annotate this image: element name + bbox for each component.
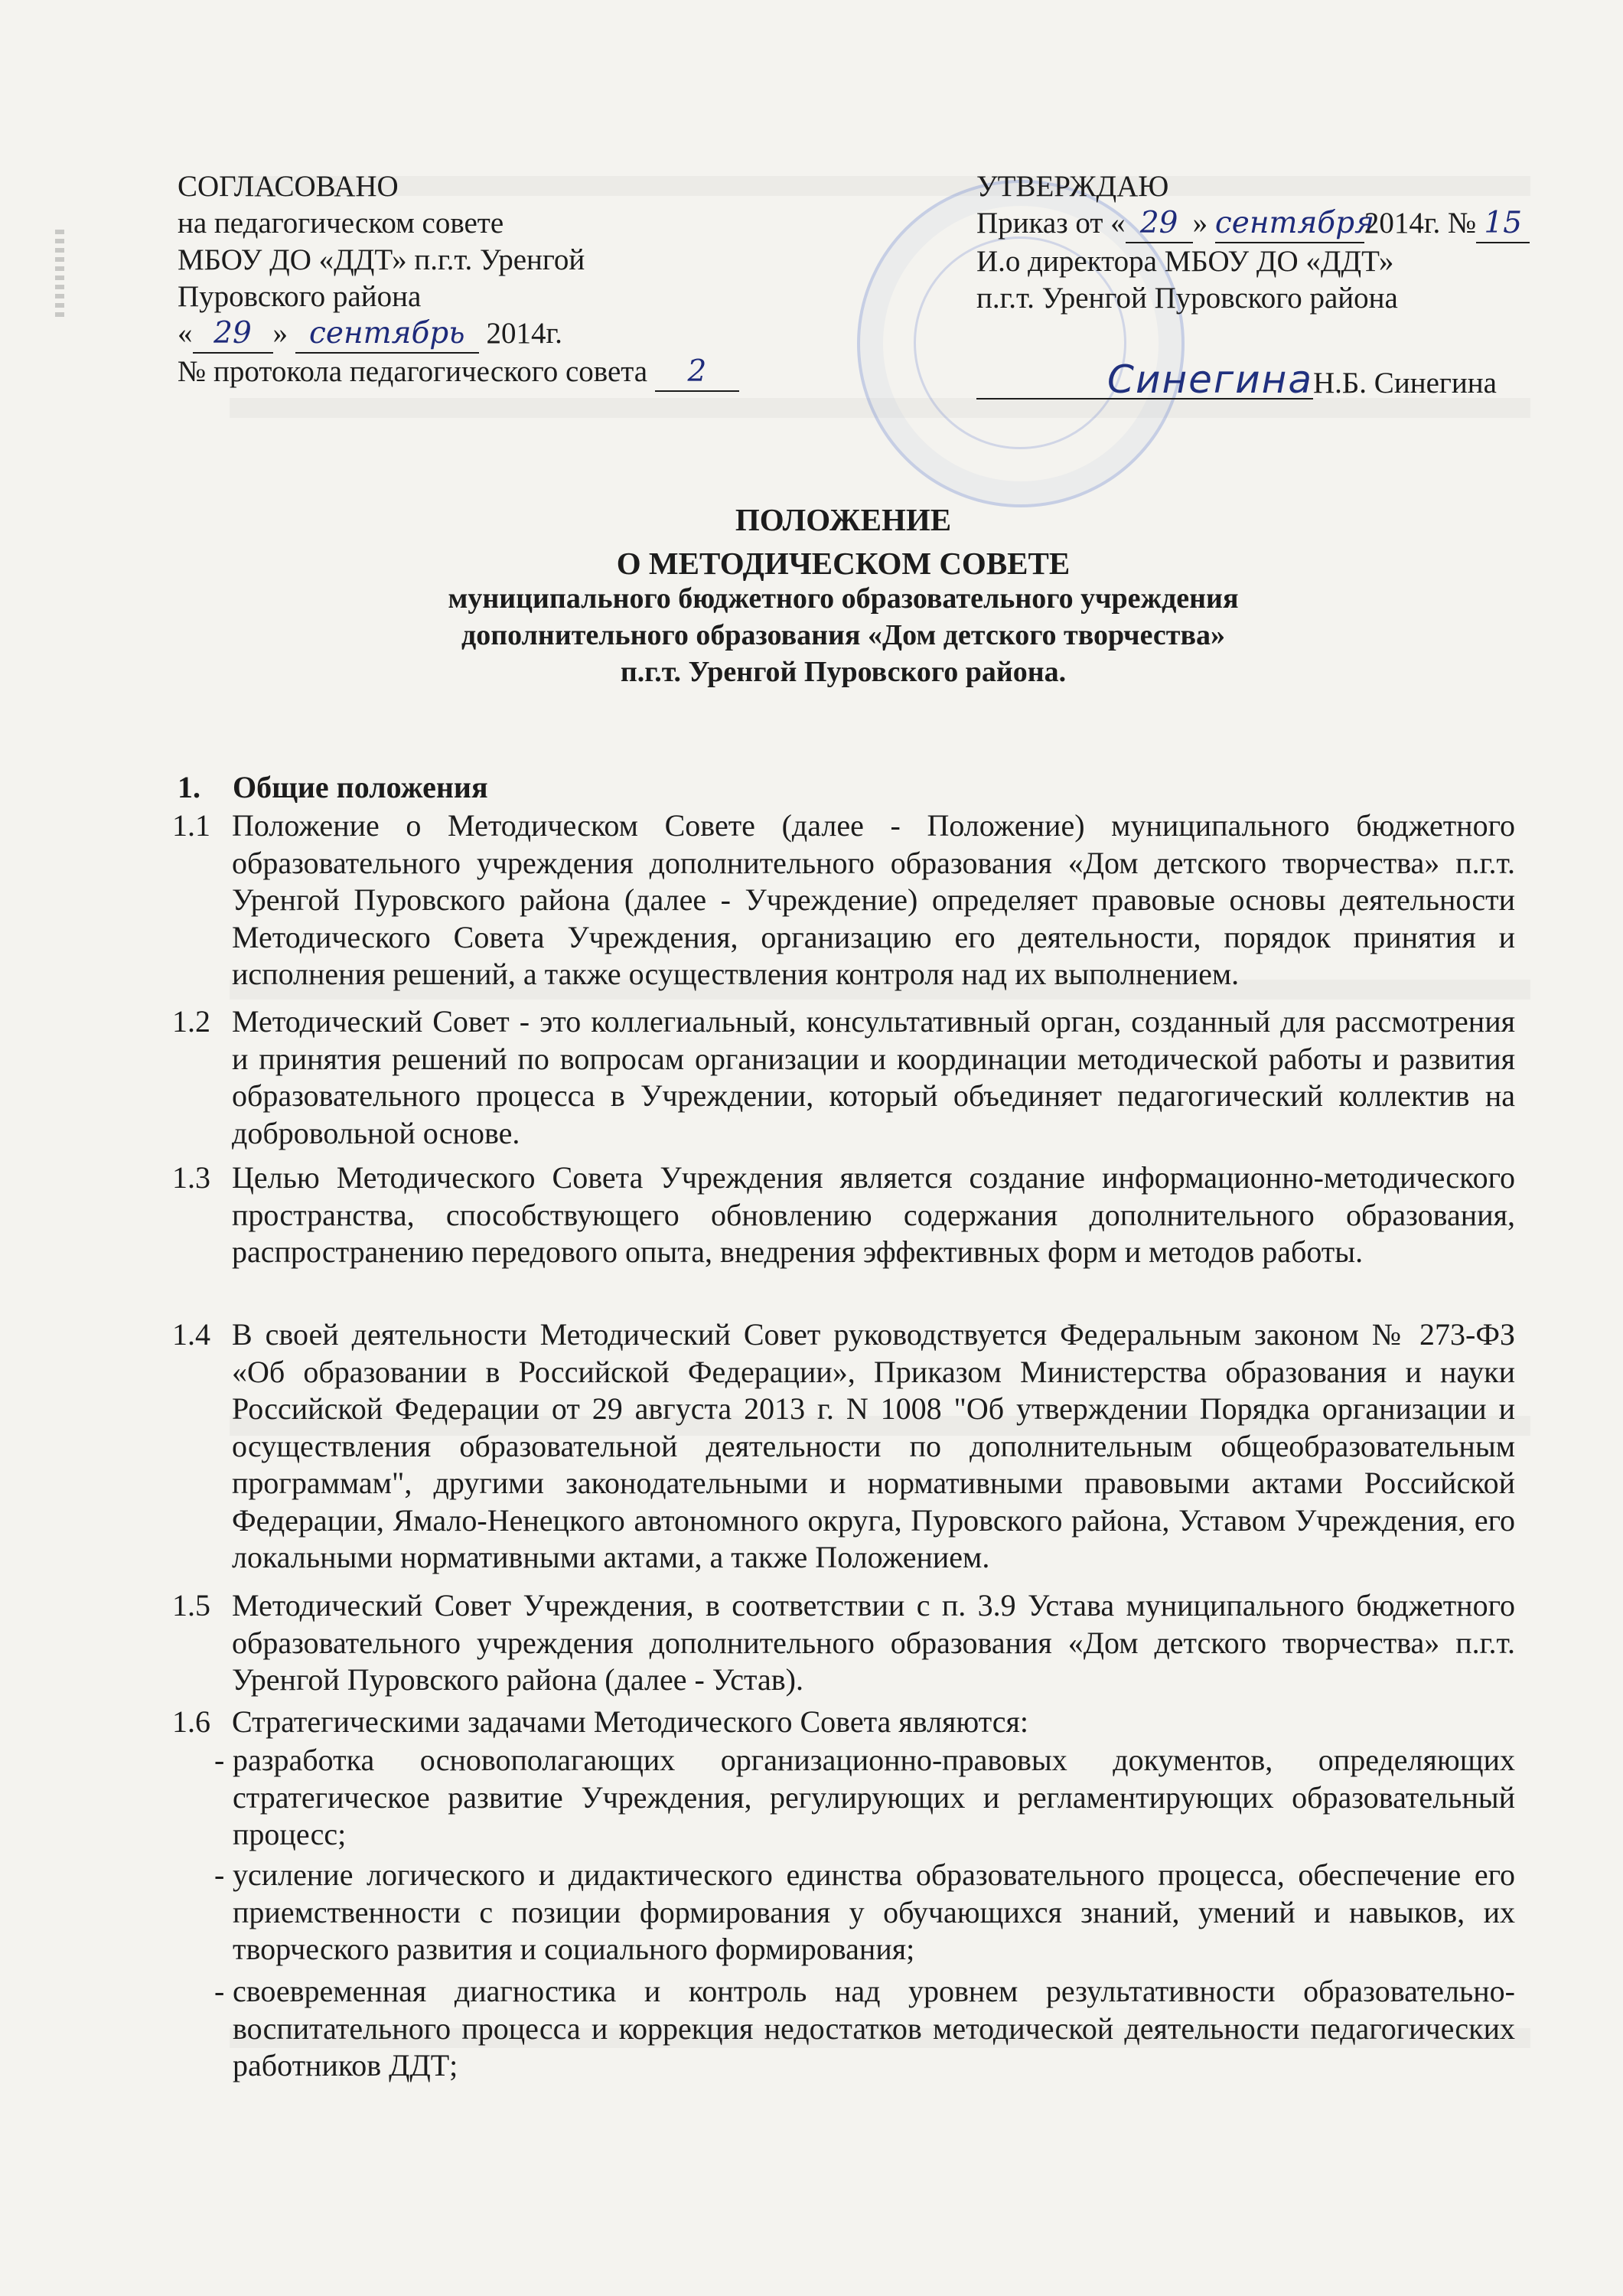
agreed-line-council: на педагогическом совете — [178, 207, 504, 240]
handwritten-day: 29 — [193, 315, 273, 354]
clause-1-6 — [172, 1704, 1515, 1741]
task-text: разработка основополагающих организационно-правовых документов, определяющих стратегическое развитие Учреждения, регулирующих и регламентирующих образовательный процесс; — [233, 1743, 1515, 1851]
doc-org-line1: муниципального бюджетного образовательного учреждения — [448, 582, 1239, 615]
date-open-quote: « — [178, 317, 193, 350]
doc-org-line2: дополнительного образования «Дом детского творчества» — [461, 619, 1225, 651]
handwritten-order-number: 15 — [1476, 205, 1530, 243]
approved-heading: УТВЕРЖДАЮ — [976, 170, 1169, 203]
doc-subtitle: О МЕТОДИЧЕСКОМ СОВЕТЕ — [616, 546, 1071, 581]
clause-number: 1.5 — [172, 1588, 210, 1623]
agreed-heading: СОГЛАСОВАНО — [178, 170, 399, 203]
clause-number: 1.1 — [172, 808, 210, 843]
approval-block-agreed — [178, 168, 836, 392]
clause-number: 1.4 — [172, 1317, 210, 1352]
task-item — [214, 1857, 1515, 1968]
task-text: своевременная диагностика и контроль над уровнем результативности образовательно-воспитательного процесса и коррекция недостатков методической деятельности педагогических работников ДДТ; — [233, 1974, 1515, 2082]
clause-text: Методический Совет - это коллегиальный, консультативный орган, созданный для рассмотрения и принятия решений по вопросам организации и координации методической работы и развития образовательного процесса в Учреждении, который объединяет педагогический коллектив на добровольной основе. — [232, 1004, 1515, 1150]
date-close-quote: » — [272, 317, 288, 350]
clause-1-1 — [172, 807, 1515, 993]
doc-org-line3: п.г.т. Уренгой Пуровского района. — [620, 656, 1067, 688]
handwritten-order-month: сентября — [1215, 205, 1364, 243]
signature-line — [976, 357, 1543, 402]
doc-title: ПОЛОЖЕНИЕ — [735, 502, 952, 537]
clause-number: 1.6 — [172, 1704, 210, 1739]
protocol-label: № протокола педагогического совета — [178, 355, 648, 388]
approver-position: И.о директора МБОУ ДО «ДДТ» — [976, 245, 1394, 278]
protocol-line — [178, 354, 836, 392]
task-text: усиление логического и дидактического единства образовательного процесса, обеспечение его приемственности с позиции формирования у обучающихся знаний, умений и навыков, их творческого развития и социального формирования; — [233, 1857, 1515, 1966]
handwritten-signature: Синегина — [976, 361, 1313, 400]
order-line — [976, 205, 1543, 243]
clause-number: 1.2 — [172, 1004, 210, 1039]
agreed-date — [178, 315, 836, 354]
order-label: Приказ от « — [976, 207, 1126, 240]
clause-text: Положение о Методическом Совете (далее - Положение) муниципального бюджетного образовательного учреждения дополнительного образования «Дом детского творчества» п.г.т. Уренгой Пуровского района (далее - Учреждение) определяет правовые основы деятельности Методического Совета Учреждения, организацию его деятельности, порядок принятия и исполнения решений, а также осуществления контроля над их выполнением. — [232, 808, 1515, 991]
date-year: 2014г. — [486, 317, 562, 350]
approval-block-approved — [976, 168, 1543, 402]
agreed-line-district: Пуровского района — [178, 280, 422, 313]
approver-location: п.г.т. Уренгой Пуровского района — [976, 282, 1398, 315]
handwritten-month: сентябрь — [295, 315, 479, 354]
signer-name: Н.Б. Синегина — [1313, 367, 1497, 400]
clause-text: В своей деятельности Методический Совет руководствуется Федеральным законом № 273-ФЗ «Об образовании в Российской Федерации», Приказом Министерства образования и науки Российской Федерации от 29 августа 2013 г. N 1008 "Об утверждении Порядка организации и осуществления образовательной деятельности по дополнительным общеобразовательным программам", другими законодательными и нормативными правовыми актами Российской Федерации, Ямало-Ненецкого автономного округа, Пуровского района, Уставом Учреждения, его локальными нормативными актами, а также Положением. — [232, 1317, 1515, 1574]
section-heading — [178, 769, 488, 805]
punch-marks — [55, 230, 64, 321]
clause-1-2 — [172, 1003, 1515, 1152]
dash-marker: - — [214, 1743, 225, 1777]
handwritten-order-day: 29 — [1126, 205, 1193, 243]
clause-1-3 — [172, 1159, 1515, 1271]
order-close-quote: » — [1192, 207, 1208, 240]
dash-marker: - — [214, 1974, 225, 2008]
handwritten-protocol-number: 2 — [655, 354, 739, 392]
agreed-line-org: МБОУ ДО «ДДТ» п.г.т. Уренгой — [178, 243, 585, 276]
task-item — [214, 1973, 1515, 2085]
section-number: 1. — [178, 770, 200, 804]
order-year: 2014г. № — [1364, 207, 1477, 240]
clause-1-4 — [172, 1316, 1515, 1577]
clause-number: 1.3 — [172, 1160, 210, 1195]
clause-1-5 — [172, 1587, 1515, 1699]
clause-text: Методический Совет Учреждения, в соответствии с п. 3.9 Устава муниципального бюджетного образовательного учреждения дополнительного образования «Дом детского творчества» п.г.т. Уренгой Пуровского района (далее - Устав). — [232, 1588, 1515, 1697]
task-item — [214, 1742, 1515, 1854]
section-title: Общие положения — [233, 770, 488, 804]
dash-marker: - — [214, 1857, 225, 1892]
clause-text: Целью Методического Совета Учреждения является создание информационно-методического пространства, способствующего обновлению содержания дополнительного образования, распространению передового опыта, внедрения эффективных форм и методов работы. — [232, 1160, 1515, 1269]
clause-text: Стратегическими задачами Методического Совета являются: — [232, 1704, 1029, 1739]
